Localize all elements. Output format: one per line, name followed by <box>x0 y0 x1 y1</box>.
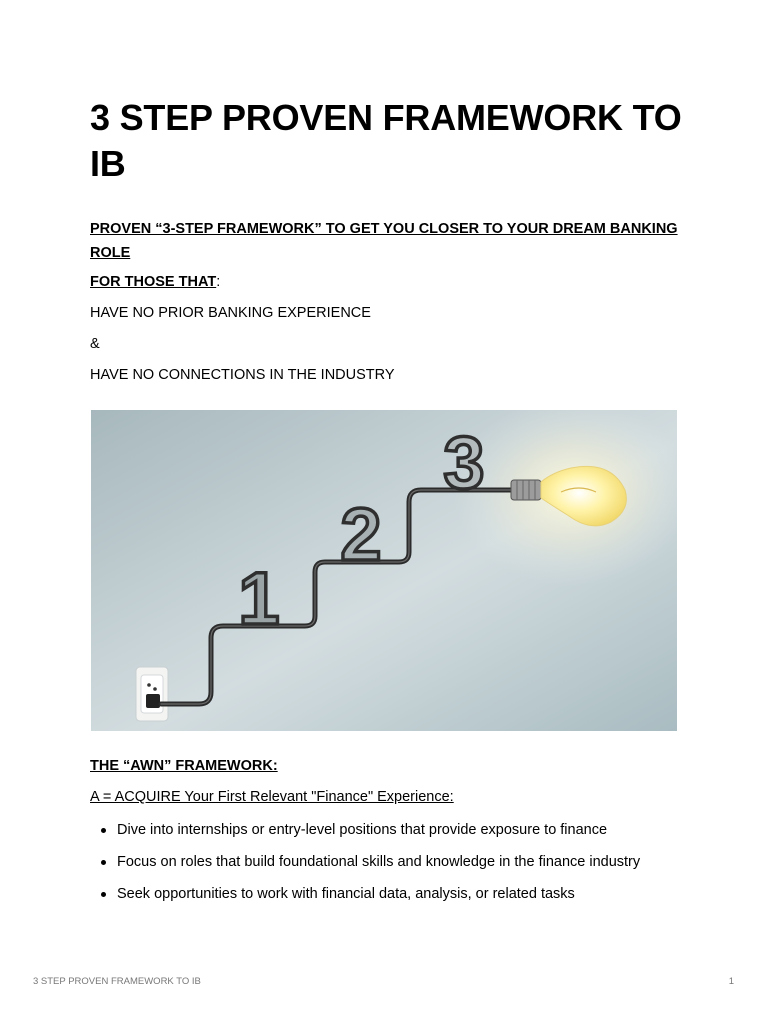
step-number-2: 2 <box>340 493 382 576</box>
audience-colon: : <box>216 274 221 290</box>
step-number-1: 1 <box>238 557 280 640</box>
wall-outlet-icon <box>136 667 168 721</box>
step-number-3: 3 <box>443 421 485 504</box>
bullet-icon <box>101 860 106 865</box>
footer-page-number: 1 <box>728 976 734 987</box>
list-item <box>90 884 730 904</box>
subheading-text: PROVEN “3-STEP FRAMEWORK” TO GET YOU CLOSER TO YOUR DREAM BANKING ROLE <box>90 221 678 261</box>
list-item <box>90 852 730 872</box>
bullet-icon <box>101 892 106 897</box>
bullet-icon <box>101 828 106 833</box>
list-item <box>90 820 730 840</box>
footer-running-title: 3 STEP PROVEN FRAMEWORK TO IB <box>33 976 201 987</box>
audience-line <box>90 272 220 292</box>
step-a-title: A = ACQUIRE Your First Relevant "Finance" Experience: <box>90 789 454 805</box>
list-item-text: Focus on roles that build foundational skills and knowledge in the finance industry <box>117 854 641 870</box>
step-a-bullet-list <box>90 820 730 916</box>
condition-no-experience: HAVE NO PRIOR BANKING EXPERIENCE <box>90 305 371 321</box>
list-item-text: Seek opportunities to work with financial data, analysis, or related tasks <box>117 886 575 902</box>
condition-no-connections: HAVE NO CONNECTIONS IN THE INDUSTRY <box>90 367 395 383</box>
audience-label: FOR THOSE THAT <box>90 274 217 290</box>
connector-ampersand: & <box>90 336 100 352</box>
steps-illustration <box>91 410 677 731</box>
framework-heading: THE “AWN” FRAMEWORK: <box>90 758 278 774</box>
list-item-text: Dive into internships or entry-level positions that provide exposure to finance <box>117 822 608 838</box>
page-title: 3 STEP PROVEN FRAMEWORK TO IB <box>90 97 682 184</box>
hero-image-steps-lightbulb <box>91 410 677 731</box>
subheading <box>90 217 690 265</box>
